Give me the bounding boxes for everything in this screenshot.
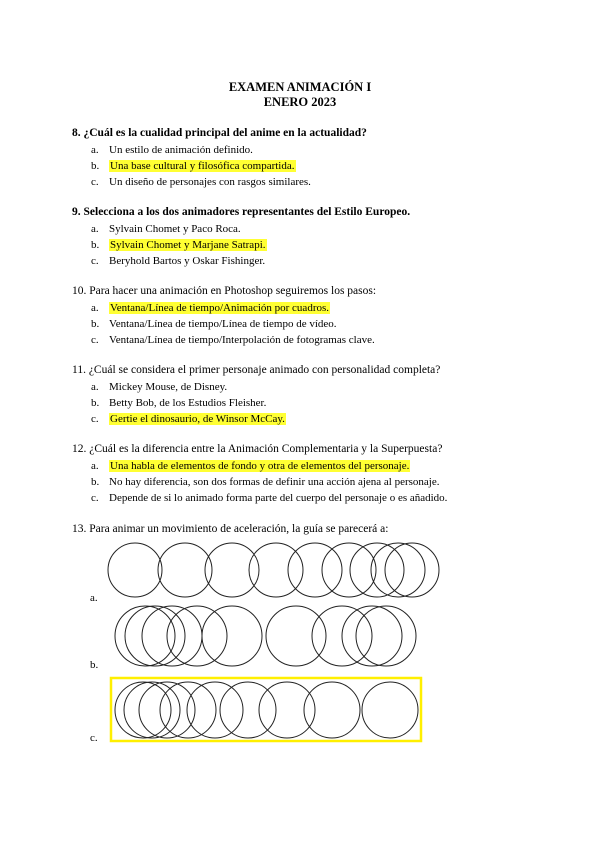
option-text: Mickey Mouse, de Disney. — [109, 381, 228, 393]
option-text: Beryhold Bartos y Oskar Fishinger. — [109, 255, 266, 267]
guide-circle — [350, 543, 404, 597]
option-letter: b. — [91, 397, 100, 409]
guide-circle — [115, 606, 175, 666]
guide-c-circles — [115, 682, 418, 738]
option-letter: a. — [91, 460, 99, 472]
guide-circle — [266, 606, 326, 666]
option-text: Un diseño de personajes con rasgos similares. — [109, 176, 311, 188]
option-letter: c. — [91, 492, 99, 504]
guide-circle — [167, 606, 227, 666]
option-letter: b. — [91, 160, 100, 172]
guide-circle — [304, 682, 360, 738]
option-letter: b. — [91, 318, 100, 330]
q13-option-b-label: b. — [90, 659, 99, 671]
option-text: Betty Bob, de los Estudios Fleisher. — [109, 397, 267, 409]
option-letter: a. — [91, 144, 99, 156]
guide-circle — [322, 543, 376, 597]
question-12: 12. ¿Cuál es la diferencia entre la Animación Complementaria y la Superpuesta? — [72, 443, 443, 455]
highlighted-answer: Gertie el dinosaurio, de Winsor McCay. — [110, 413, 285, 425]
guide-circle — [124, 682, 180, 738]
option-text: Depende de si lo animado forma parte del cuerpo del personaje o es añadido. — [109, 492, 448, 504]
guide-circle — [371, 543, 425, 597]
guide-circle — [142, 606, 202, 666]
guide-circle — [158, 543, 212, 597]
option-text: Un estilo de animación definido. — [109, 144, 253, 156]
highlighted-answer: Ventana/Línea de tiempo/Animación por cuadros. — [110, 302, 330, 314]
option-letter: b. — [91, 476, 100, 488]
question-9: 9. Selecciona a los dos animadores representantes del Estilo Europeo. — [72, 206, 411, 218]
guide-circle — [202, 606, 262, 666]
option-text: Sylvain Chomet y Paco Roca. — [109, 223, 241, 235]
guide-circle — [160, 682, 216, 738]
q13-option-a-label: a. — [90, 592, 98, 604]
option-letter: a. — [91, 302, 99, 314]
option-letter: c. — [91, 334, 99, 346]
highlighted-answer: Una base cultural y filosófica compartida. — [110, 160, 295, 172]
guide-circle — [385, 543, 439, 597]
exam-title: EXAMEN ANIMACIÓN I — [228, 80, 372, 94]
highlighted-answer: Sylvain Chomet y Marjane Satrapi. — [110, 239, 266, 251]
guide-circle — [249, 543, 303, 597]
guide-b-circles — [115, 606, 416, 666]
option-letter: a. — [91, 223, 99, 235]
guide-circle — [356, 606, 416, 666]
option-letter: c. — [91, 413, 99, 425]
option-text: Ventana/Línea de tiempo/Línea de tiempo de vídeo. — [109, 318, 337, 330]
guide-circle — [288, 543, 342, 597]
exam-date: ENERO 2023 — [263, 95, 337, 109]
option-letter: c. — [91, 176, 99, 188]
question-13: 13. Para animar un movimiento de aceleración, la guía se parecerá a: — [72, 523, 389, 535]
question-8: 8. ¿Cuál es la cualidad principal del anime en la actualidad? — [72, 127, 367, 139]
question-11: 11. ¿Cuál se considera el primer personaje animado con personalidad completa? — [72, 364, 441, 376]
guide-circle — [362, 682, 418, 738]
guide-circle — [115, 682, 171, 738]
guide-circle — [205, 543, 259, 597]
q13-option-c-label: c. — [90, 732, 98, 744]
option-letter: a. — [91, 381, 99, 393]
question-10: 10. Para hacer una animación en Photoshop seguiremos los pasos: — [72, 285, 377, 297]
guide-a-circles — [108, 543, 439, 597]
guide-circle — [108, 543, 162, 597]
option-letter: c. — [91, 255, 99, 267]
option-text: Ventana/Línea de tiempo/Interpolación de fotogramas clave. — [109, 334, 375, 346]
option-letter: b. — [91, 239, 100, 251]
highlighted-answer: Una habla de elementos de fondo y otra de elementos del personaje. — [110, 460, 410, 472]
guide-circle — [259, 682, 315, 738]
option-text: No hay diferencia, son dos formas de definir una acción ajena al personaje. — [109, 476, 440, 488]
